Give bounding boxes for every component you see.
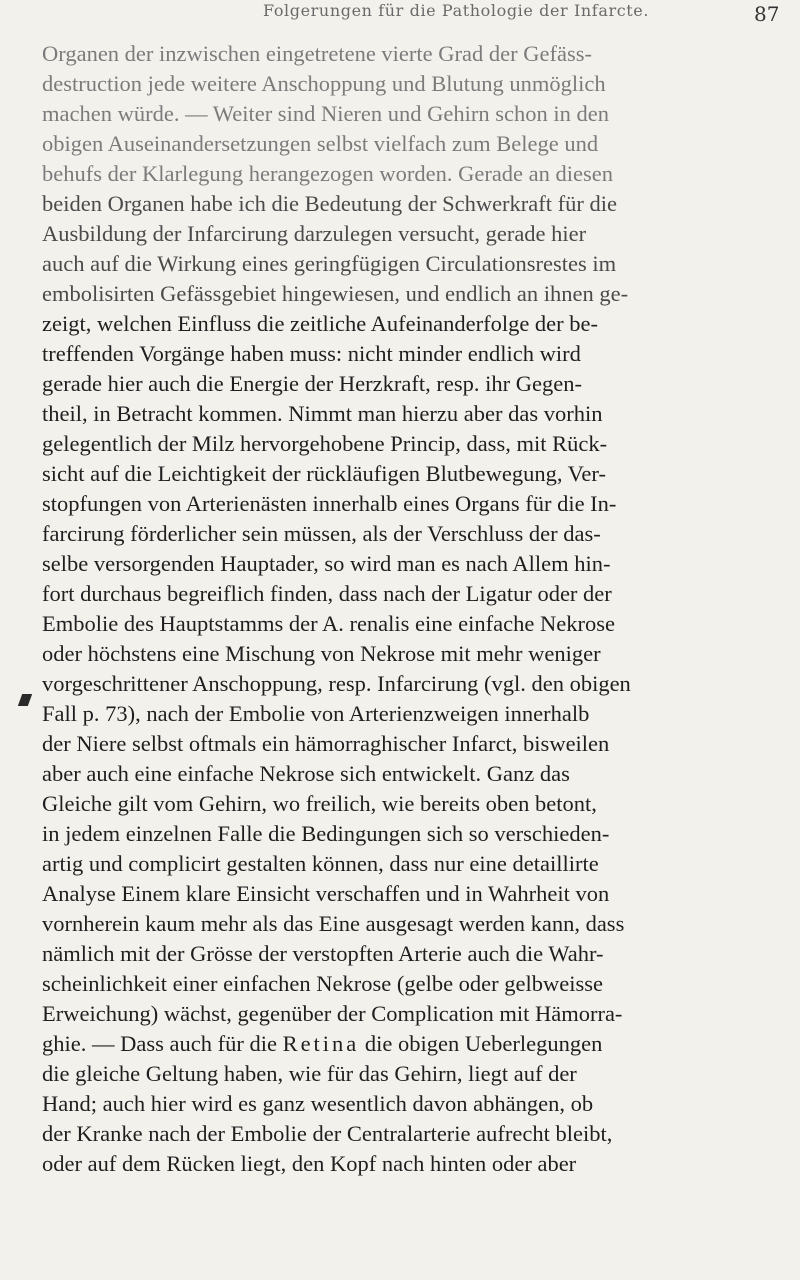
text-line: oder auf dem Rücken liegt, den Kopf nach hinten oder aber [42, 1151, 577, 1176]
text-line: selbe versorgenden Hauptader, so wird man es nach Allem hin- [42, 551, 611, 576]
text-line: gerade hier auch die Energie der Herzkraft, resp. ihr Gegen- [42, 371, 582, 396]
text-line: Erweichung) wächst, gegenüber der Complication mit Hämorra- [42, 1001, 623, 1026]
text-line: vorgeschrittener Anschoppung, resp. Infarcirung (vgl. den obigen [42, 671, 631, 696]
running-title: Folgerungen für die Pathologie der Infarcte. [263, 1, 650, 20]
text-line: obigen Auseinandersetzungen selbst vielfach zum Belege und [42, 131, 599, 156]
text-line: stopfungen von Arterienästen innerhalb eines Organs für die In- [42, 491, 617, 516]
text-line: auch auf die Wirkung eines geringfügigen Circulationsrestes im [42, 251, 617, 276]
text-line-retina [42, 1030, 796, 1058]
text-line: die gleiche Geltung haben, wie für das Gehirn, liegt auf der [42, 1061, 577, 1086]
text-line: gelegentlich der Milz hervorgehobene Princip, dass, mit Rück- [42, 431, 608, 456]
text-line: embolisirten Gefässgebiet hingewiesen, und endlich an ihnen ge- [42, 281, 629, 306]
text-segment: ghie. — Dass auch für die [42, 1031, 283, 1056]
text-line: destruction jede weitere Anschoppung und Blutung unmöglich [42, 71, 606, 96]
text-line: der Niere selbst oftmals ein hämorraghischer Infarct, bisweilen [42, 731, 610, 756]
text-line: machen würde. — Weiter sind Nieren und Gehirn schon in den [42, 101, 609, 126]
text-line: Ausbildung der Infarcirung darzulegen versucht, gerade hier [42, 221, 587, 246]
text-line: in jedem einzelnen Falle die Bedingungen sich so verschieden- [42, 821, 610, 846]
text-line: zeigt, welchen Einfluss die zeitliche Aufeinanderfolge der be- [42, 311, 599, 336]
text-line: scheinlichkeit einer einfachen Nekrose (gelbe oder gelbweisse [42, 971, 604, 996]
text-line: sicht auf die Leichtigkeit der rückläufigen Blutbewegung, Ver- [42, 461, 606, 486]
text-line: der Kranke nach der Embolie der Centralarterie aufrecht bleibt, [42, 1121, 613, 1146]
text-line: Hand; auch hier wird es ganz wesentlich davon abhängen, ob [42, 1091, 594, 1116]
margin-mark [18, 694, 32, 706]
text-line: oder höchstens eine Mischung von Nekrose mit mehr weniger [42, 641, 601, 666]
text-line: beiden Organen habe ich die Bedeutung der Schwerkraft für die [42, 191, 617, 216]
page-number: 87 [754, 2, 780, 26]
text-line: treffenden Vorgänge haben muss: nicht minder endlich wird [42, 341, 581, 366]
text-line: Fall p. 73), nach der Embolie von Arterienzweigen innerhalb [42, 701, 590, 726]
text-line: theil, in Betracht kommen. Nimmt man hierzu aber das vorhin [42, 401, 603, 426]
emphasized-word-retina: Retina [282, 1031, 360, 1056]
text-line: artig und complicirt gestalten können, dass nur eine detaillirte [42, 851, 599, 876]
text-line: Analyse Einem klare Einsicht verschaffen und in Wahrheit von [42, 881, 610, 906]
text-line: Gleiche gilt vom Gehirn, wo freilich, wie bereits oben betont, [42, 791, 597, 816]
text-line: farcirung förderlicher sein müssen, als der Verschluss der das- [42, 521, 601, 546]
text-line: aber auch eine einfache Nekrose sich entwickelt. Ganz das [42, 761, 570, 786]
text-segment: die obigen Ueberlegungen [359, 1031, 603, 1056]
text-line: fort durchaus begreiflich finden, dass nach der Ligatur oder der [42, 581, 612, 606]
text-line: Organen der inzwischen eingetretene vierte Grad der Gefäss- [42, 41, 592, 66]
text-line: vornherein kaum mehr als das Eine ausgesagt werden kann, dass [42, 911, 625, 936]
text-line: Embolie des Hauptstamms der A. renalis eine einfache Nekrose [42, 611, 615, 636]
text-line: behufs der Klarlegung herangezogen worden. Gerade an diesen [42, 161, 614, 186]
text-line: nämlich mit der Grösse der verstopften Arterie auch die Wahr- [42, 941, 604, 966]
